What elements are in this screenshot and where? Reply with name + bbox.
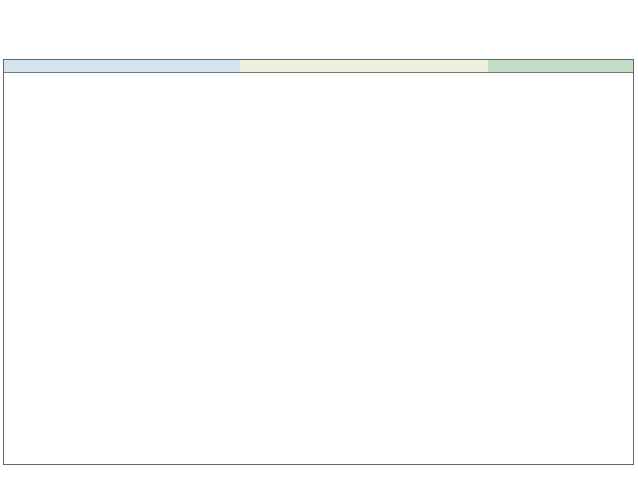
how-much-header: [488, 59, 634, 73]
header-row-top: [3, 59, 634, 73]
fruit-column-header: [3, 59, 240, 73]
questionnaire-table: [3, 59, 634, 73]
how-often-header: [240, 59, 488, 73]
table-frame: [3, 59, 634, 465]
